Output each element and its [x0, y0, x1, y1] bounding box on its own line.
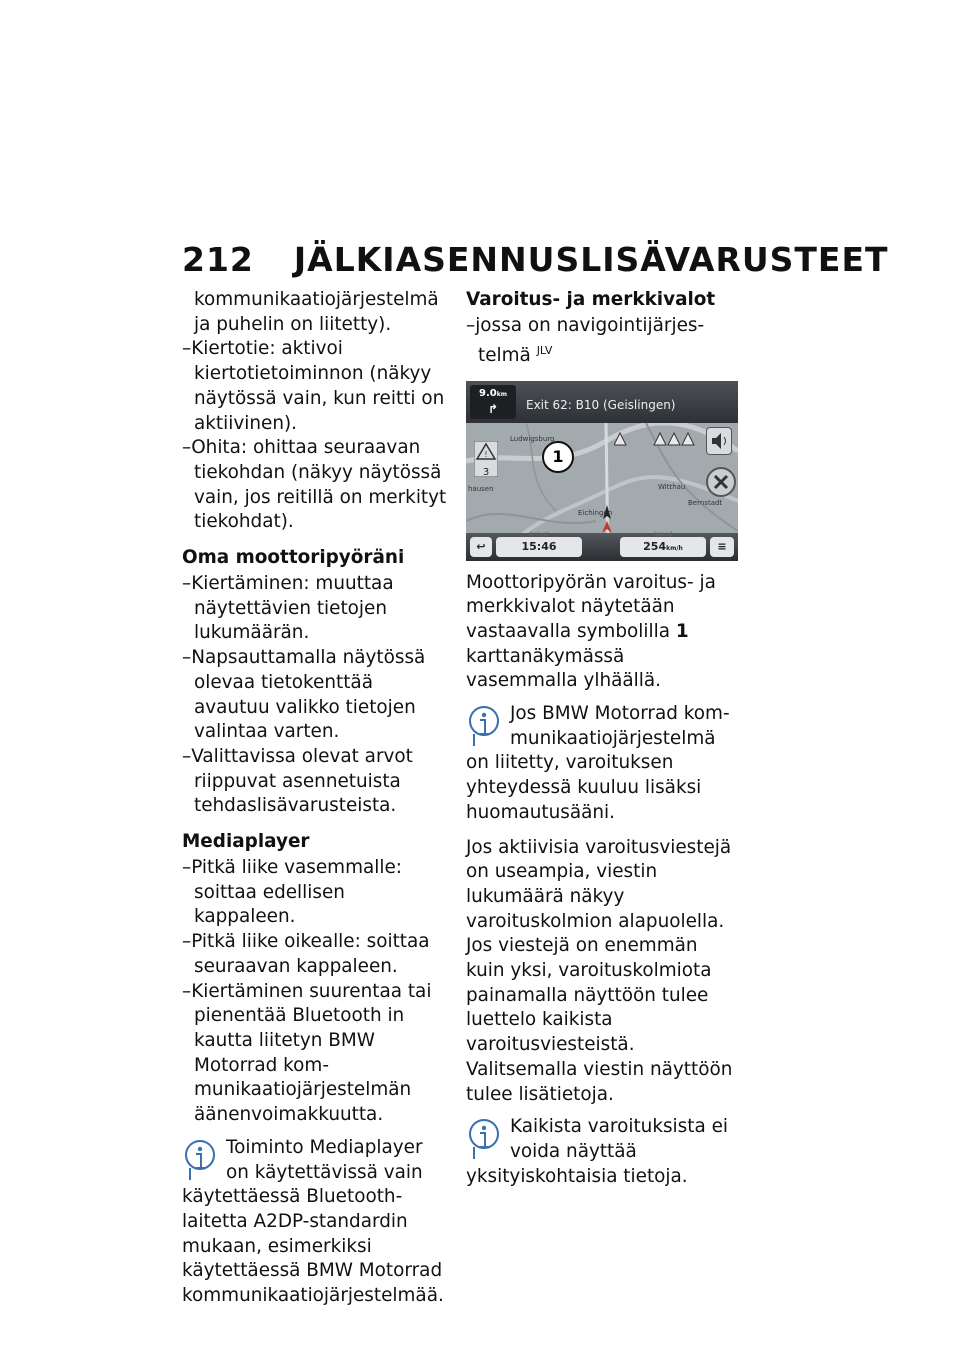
heading-mediaplayer: Mediaplayer	[182, 831, 310, 853]
speed-value: 254	[643, 539, 667, 553]
warning-count: 3	[482, 466, 490, 478]
note-text: Toiminto Mediaplayer on käytettävissä vain käytettäessä Bluetooth-laitetta A2DP-standardin mukaan, esimerkiksi käytettäessä BMW Motorrad kommunikaatiojärjestelmää.	[182, 1136, 444, 1307]
place-label: Eichingen	[578, 508, 613, 517]
arrival-time: 15:46	[521, 539, 557, 553]
list-item-long-left: –Pitkä liike vasemmalle: soittaa edellisen kappaleen.	[182, 857, 403, 928]
arrival-field[interactable]	[496, 530, 582, 557]
heading-my-motorcycle: Oma moottoripyöräni	[182, 547, 405, 569]
place-label: Witthau	[658, 482, 686, 491]
distance-value: 9.0	[479, 387, 497, 399]
speed-field[interactable]	[620, 530, 706, 557]
distance-unit: km	[496, 390, 507, 398]
callout-1: 1	[542, 441, 574, 473]
road-warning-icons	[614, 431, 704, 451]
chapter-title: JÄLKIASENNUSLISÄVARUSTEET	[293, 240, 889, 279]
next-turn-distance[interactable]	[470, 385, 516, 419]
menu-icon: ≡	[717, 539, 727, 553]
continued-text: kommunikaatiojärjestelmä ja puhelin on liitetty).	[194, 289, 439, 335]
speed-unit: km/h	[666, 544, 683, 552]
info-note-mediaplayer	[182, 1136, 450, 1309]
list-item-rotate: –Kiertäminen: muuttaa näytettävien tietojen lukumäärän.	[182, 573, 394, 644]
list-item-detour: –Kiertotie: aktivoi kiertotietoiminnon (näkyy näytössä vain, kun reitti on aktiivinen).	[182, 338, 445, 434]
note-text: Jos BMW Motorrad kommunikaatiojärjestelmä on liitetty, varoituksen yhteydessä kuuluu lisäksi huomautusääni.	[466, 703, 730, 823]
place-label: Bernstadt	[688, 498, 723, 507]
list-item-tap: –Napsauttamalla näytössä olevaa tietokenttää avautuu valikko tietojen valintaa varten.	[182, 647, 426, 743]
model-superscript: JLV	[536, 343, 553, 357]
info-note-details	[466, 1115, 738, 1189]
place-label: Ludwigsburg	[510, 434, 555, 443]
back-icon: ↩	[476, 539, 486, 553]
note-text: Kaikista varoituksista ei voida näyttää yksityiskohtaisia tietoja.	[466, 1116, 728, 1187]
exit-instruction: Exit 62: B10 (Geislingen)	[526, 397, 676, 412]
left-column	[182, 288, 450, 1319]
right-column	[466, 288, 738, 1199]
list-item-values: –Valittavissa olevat arvot riippuvat asennetuista tehdaslisävarusteista.	[182, 745, 413, 817]
info-icon	[466, 1117, 502, 1161]
list-item-navigation: –jossa on navigointijärjestelmä $^{JLV}$	[466, 315, 705, 366]
list-item-volume: –Kiertäminen suurentaa tai pienentää Bluetooth in kautta liitetyn BMW Motorrad kommunikaatiojärjestelmän äänenvoimakkuutta.	[182, 980, 432, 1126]
navigation-screenshot	[466, 381, 738, 561]
list-item-skip: –Ohita: ohittaa seuraavan tiekohdan (näkyy näytössä vain, jos reitillä on merkityt tiekohdat).	[182, 437, 447, 533]
arrival-label: Arrival	[529, 530, 549, 538]
back-button[interactable]	[470, 537, 492, 557]
info-icon	[182, 1138, 218, 1182]
info-note-sound	[466, 702, 738, 826]
page-number: 212	[182, 240, 254, 279]
paragraph-multiple-warnings: Jos aktiivisia varoitusviestejä on useampia, viestin lukumäärä näkyy varoituskolmion alapuolella. Jos viestejä on enemmän kuin yksi, varoituskolmiota painamalla näyttöön tulee luettelo kaikista varoitusviesteistä. Valitsemalla viestin näyttöön tulee lisätietoja.	[466, 836, 733, 1105]
page-header	[182, 240, 889, 279]
speaker-icon[interactable]	[706, 427, 732, 455]
callout-ref: 1	[675, 620, 689, 642]
paragraph-warning-display: Moottoripyörän varoitus- ja merkkivalot näytetään vastaavalla symbolilla 1 karttanäkymässä vasemmalla ylhäällä.	[466, 571, 716, 692]
speed-label: Speed	[653, 530, 673, 538]
svg-text:!: !	[484, 449, 488, 459]
place-label: hausen	[468, 484, 494, 493]
heading-warning-lights: Varoitus- ja merkkivalot	[466, 289, 716, 310]
menu-button[interactable]	[710, 537, 734, 557]
info-icon	[466, 704, 502, 748]
list-item-long-right: –Pitkä liike oikealle: soittaa seuraavan kappaleen.	[182, 931, 430, 977]
turn-arrow-icon: ↱	[487, 401, 499, 416]
